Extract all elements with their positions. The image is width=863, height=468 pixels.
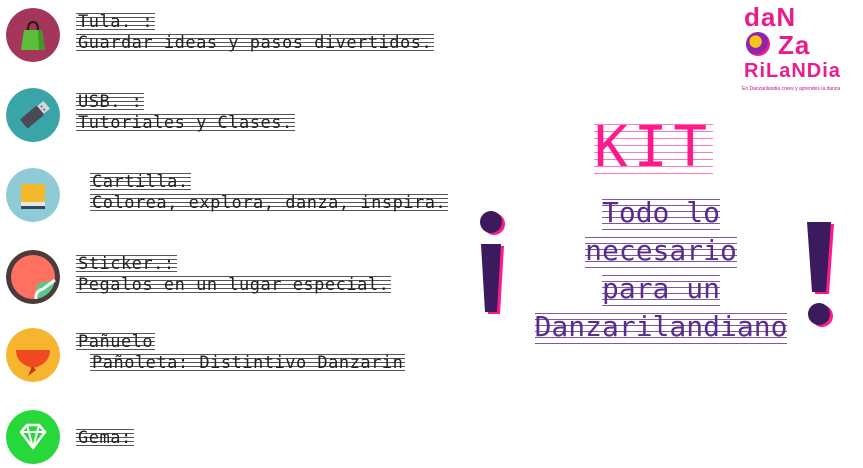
sticker-icon [6, 250, 60, 304]
logo-ball-icon [746, 32, 770, 56]
kit-item-bag [6, 8, 433, 64]
danzarilandia-logo [742, 2, 842, 94]
item-title: USB. : [78, 92, 143, 112]
kit-item-gem [6, 410, 426, 466]
item-description: Tutoriales y Clases. [78, 113, 293, 133]
item-title: Tula. : [78, 12, 154, 32]
phrase-line: Danzarilandiano [535, 308, 788, 346]
kit-title: KIT [594, 115, 714, 180]
bag-icon [6, 8, 60, 62]
logo-line-2: Za [778, 30, 811, 60]
kit-item-book [6, 168, 447, 224]
kit-phrase [530, 194, 792, 346]
open-exclamation-icon [472, 210, 512, 324]
item-title: Pañuelo [78, 332, 154, 352]
kit-item-scarf [6, 328, 426, 384]
item-description: Pañoleta: Distintivo Danzarin [92, 353, 404, 373]
phrase-line: Todo lo [602, 194, 720, 232]
book-icon [6, 168, 60, 222]
close-exclamation-icon [800, 222, 842, 338]
item-title: Cartilla. [92, 172, 189, 192]
item-description: Pegalos en un lugar especial. [78, 275, 390, 295]
kit-item-usb [6, 88, 426, 144]
logo-line-1: daN [744, 2, 797, 32]
usb-icon [6, 88, 60, 142]
kit-item-sticker [6, 250, 426, 306]
logo-tagline: En Danzarilandia crees y aprendes la danza [742, 86, 841, 92]
item-title: Sticker.: [78, 254, 175, 274]
phrase-line: necesario [585, 232, 737, 270]
item-title: Gema: [78, 428, 132, 448]
item-description: Colorea, explora, danza, inspira. [92, 193, 447, 213]
logo-line-3: RiLaNDia [744, 60, 841, 82]
scarf-icon [6, 328, 60, 382]
item-description: Guardar ideas y pasos divertidos. [78, 33, 433, 53]
gem-icon [6, 410, 60, 464]
phrase-line: para un [602, 270, 720, 308]
